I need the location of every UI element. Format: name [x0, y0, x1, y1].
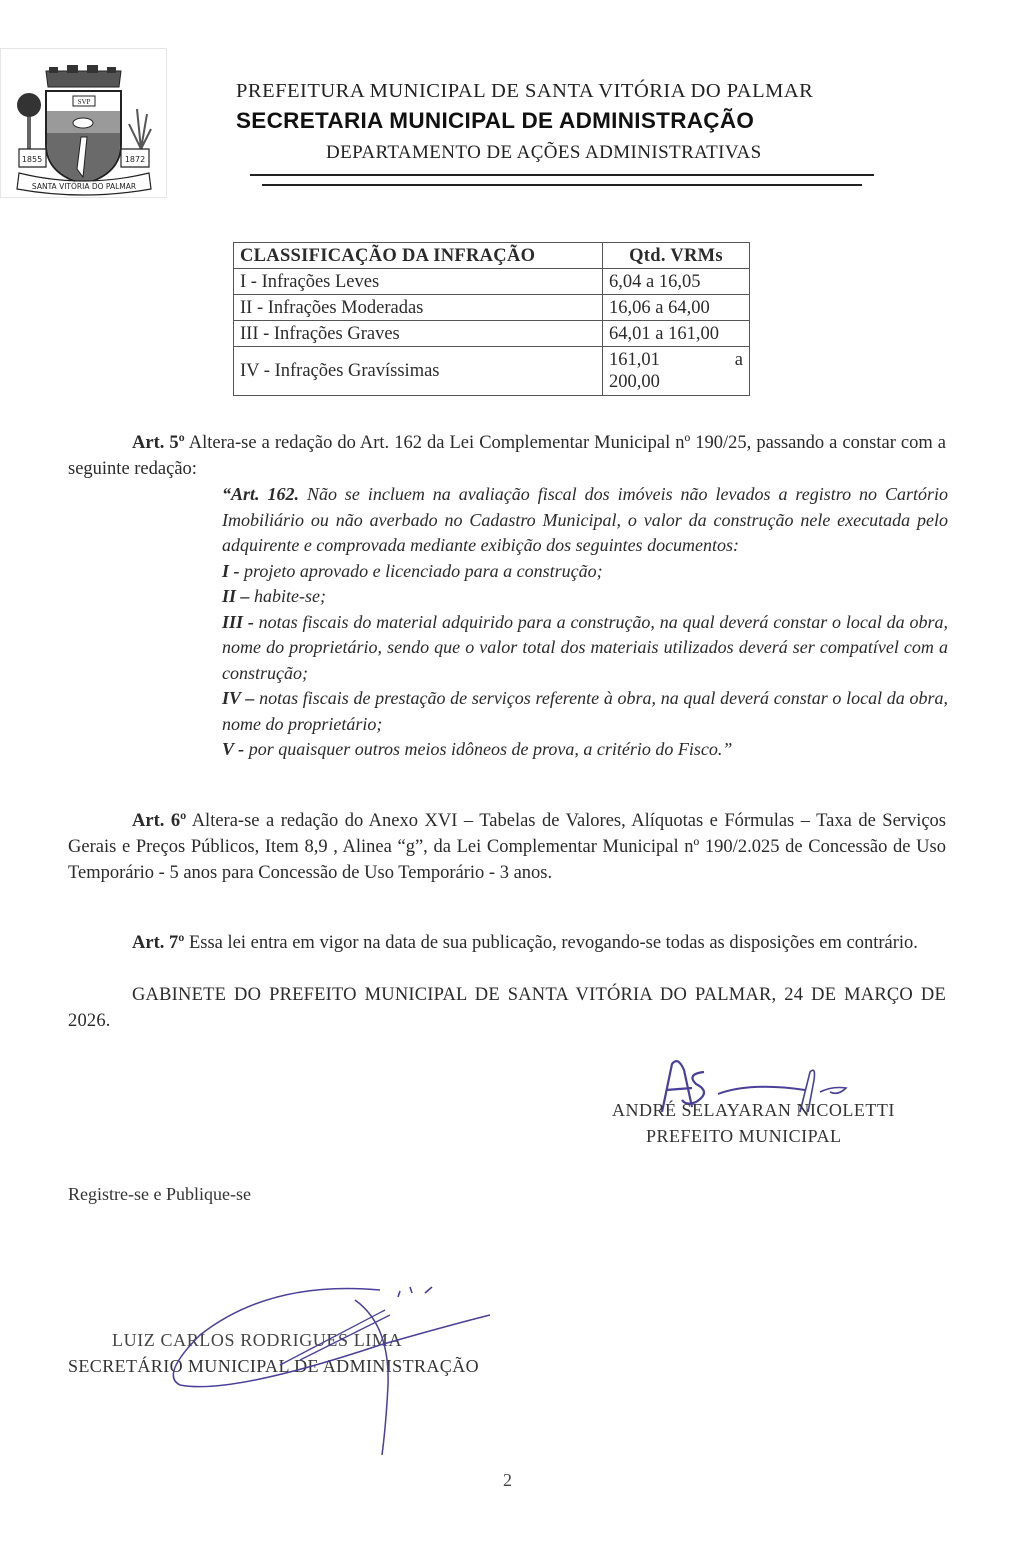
article-6-label: Art. 6º [132, 811, 187, 831]
header-divider-bottom [262, 184, 862, 186]
register-publish-note: Registre-se e Publique-se [68, 1184, 251, 1204]
quote-item-number: I - [222, 560, 240, 581]
vrms-range-start: 161,01 [609, 350, 660, 370]
header-departamento: DEPARTAMENTO DE AÇÕES ADMINISTRATIVAS [326, 142, 762, 163]
article-6-text: Altera-se a redação do Anexo XVI – Tabelas de Valores, Alíquotas e Fórmulas – Taxa de Serviços Gerais e Preços Públicos, Item 8,9 , Alinea “g”, da Lei Complementar Municipal nº 190/2.025 de Concessão de Uso Temporário - 5 anos para Concessão de Uso Temporário - 3 anos. [68, 811, 947, 883]
quote-item-text: habite-se; [249, 586, 326, 606]
quote-item [222, 584, 948, 610]
crest-year-left: 1855 [21, 155, 43, 164]
article-162-quote [222, 482, 948, 763]
article-7-label: Art. 7º [132, 933, 185, 953]
quote-item-text: notas fiscais do material adquirido para a construção, na qual deverá constar o local da obra, nome do proprietário, sendo que o valor total dos materiais utilizados deverá ser compatível com a construção; [222, 611, 948, 683]
table-cell-vrms: 16,06 a 64,00 [603, 295, 750, 321]
quote-intro-paragraph [222, 482, 948, 559]
secretary-role: SECRETÁRIO MUNICIPAL DE ADMINISTRAÇÃO [68, 1356, 479, 1376]
secretary-name: LUIZ CARLOS RODRIGUES LIMA [112, 1330, 403, 1350]
article-7-paragraph [68, 930, 946, 956]
table-cell-classification: I - Infrações Leves [234, 269, 603, 295]
quote-item [222, 686, 948, 737]
quote-item [222, 610, 948, 687]
vrms-range-end: 200,00 [609, 372, 660, 392]
article-5-text: Altera-se a redação do Art. 162 da Lei Complementar Municipal nº 190/25, passando a constar com a seguinte redação: [68, 433, 946, 479]
mayor-name: ANDRÉ SELAYARAN NICOLETTI [612, 1100, 895, 1120]
table-cell-classification: III - Infrações Graves [234, 321, 603, 347]
quote-item-text: notas fiscais de prestação de serviços referente à obra, na qual deverá constar o local da obra, nome do proprietário; [222, 688, 948, 734]
article-5-label: Art. 5º [132, 433, 185, 453]
table-cell-vrms [603, 347, 750, 396]
crest-year-right: 1872 [124, 155, 146, 164]
table-cell-classification: IV - Infrações Gravíssimas [234, 347, 603, 396]
quote-item-number: IV – [222, 688, 255, 708]
quote-intro-text: Não se incluem na avaliação fiscal dos imóveis não levados a registro no Cartório Imobiliário ou não averbado no Cadastro Municipal, o valor da construção nele executada pelo adquirente e comprovada mediante exibição dos seguintes documentos: [222, 484, 949, 555]
table-header-classification: CLASSIFICAÇÃO DA INFRAÇÃO [234, 243, 603, 269]
quote-item [222, 737, 948, 763]
table-cell-vrms: 6,04 a 16,05 [603, 269, 750, 295]
crest-icon [1, 49, 166, 197]
table-row [234, 321, 750, 347]
quote-item-text: projeto aprovado e licenciado para a construção; [239, 560, 603, 581]
table-row [234, 269, 750, 295]
table-cell-classification: II - Infrações Moderadas [234, 295, 603, 321]
table-header-vrms: Qtd. VRMs [603, 243, 750, 269]
table-row [234, 295, 750, 321]
header-prefeitura: PREFEITURA MUNICIPAL DE SANTA VITÓRIA DO PALMAR [236, 80, 814, 102]
closing-gabinete-date: GABINETE DO PREFEITO MUNICIPAL DE SANTA VITÓRIA DO PALMAR, 24 DE MARÇO DE 2026. [68, 985, 946, 1031]
header-divider-top [250, 174, 874, 176]
crest-shield-label: SVP [77, 98, 91, 106]
quote-item [222, 559, 948, 585]
header-secretaria: SECRETARIA MUNICIPAL DE ADMINISTRAÇÃO [236, 108, 755, 133]
article-5-paragraph [68, 430, 946, 482]
quote-item-number: V - [222, 739, 245, 759]
mayor-role: PREFEITO MUNICIPAL [646, 1126, 842, 1146]
quote-item-number: III - [222, 611, 254, 632]
crest-motto: SANTA VITÓRIA DO PALMAR [31, 182, 137, 191]
article-7-text: Essa lei entra em vigor na data de sua publicação, revogando-se todas as disposições em contrário. [184, 933, 918, 953]
quote-item-text: por quaisquer outros meios idôneos de prova, a critério do Fisco.” [244, 739, 733, 759]
quote-article-label: “Art. 162. [222, 484, 299, 504]
quote-item-number: II – [222, 586, 250, 606]
vrms-range-connector: a [734, 350, 743, 370]
table-header-row [234, 243, 750, 269]
infraction-classification-table [233, 242, 750, 396]
municipal-crest-logo [0, 48, 167, 198]
table-row [234, 347, 750, 396]
page-number: 2 [503, 1470, 512, 1490]
table-cell-vrms: 64,01 a 161,00 [603, 321, 750, 347]
article-6-paragraph [68, 808, 946, 886]
